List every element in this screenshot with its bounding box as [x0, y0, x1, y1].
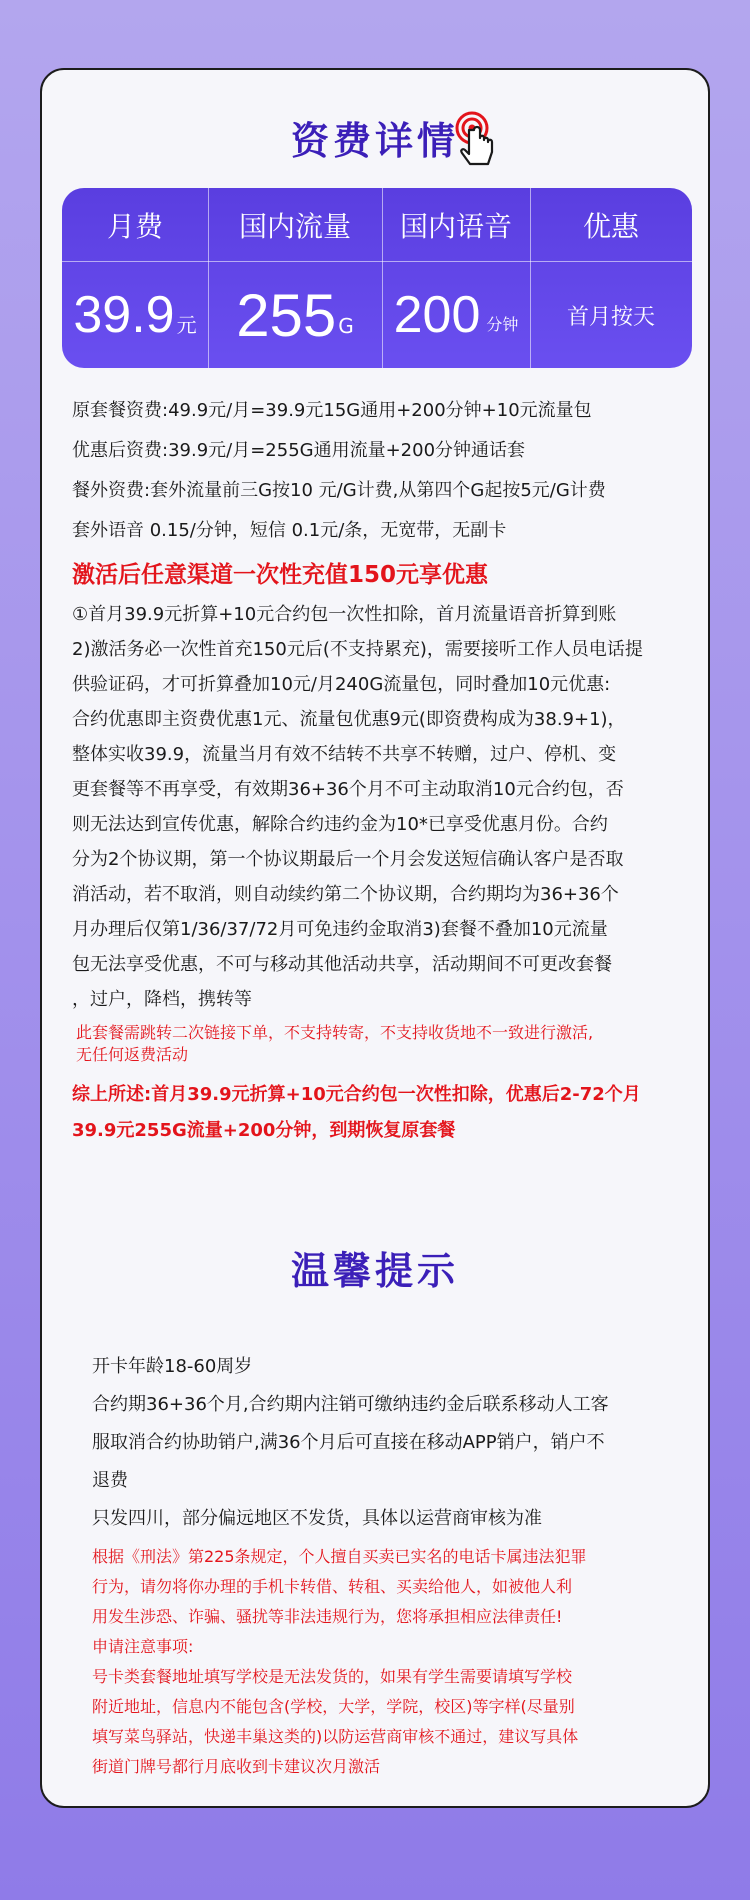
- section-title-tips: 温馨提示: [290, 1249, 459, 1293]
- tip-line: 开卡年龄18-60周岁: [92, 1356, 253, 1377]
- tip-line: 服取消合约协助销户,满36个月后可直接在移动APP销户，销户不: [92, 1432, 605, 1453]
- term-line: 整体实收39.9，流量当月有效不结转不共享不转赠，过户、停机、变: [72, 744, 617, 765]
- legal-line: 用发生涉恐、诈骗、骚扰等非法违规行为，您将承担相应法律责任!: [92, 1607, 563, 1626]
- detail-line: 餐外资费:套外流量前三G按10 元/G计费,从第四个G起按5元/G计费: [72, 480, 606, 501]
- monthly-fee-value: 39.9 元: [73, 286, 197, 344]
- legal-line: 号卡类套餐地址填写学校是无法发货的，如果有学生需要请填写学校: [92, 1667, 573, 1686]
- plan-details-card: [40, 68, 710, 1808]
- summary-line: 综上所述:首月39.9元折算+10元合约包一次性扣除，优惠后2-72个月: [72, 1084, 641, 1105]
- tip-line: 退费: [92, 1470, 128, 1491]
- tip-line: 只发四川，部分偏远地区不发货，具体以运营商审核为准: [92, 1508, 542, 1529]
- term-line: 月办理后仅第1/36/37/72月可免违约金取消3)套餐不叠加10元流量: [72, 919, 608, 940]
- warning-line: 此套餐需跳转二次链接下单，不支持转寄，不支持收货地不一致进行激活,: [76, 1023, 594, 1042]
- header-domestic-voice: 国内语音: [382, 188, 530, 262]
- legal-line: 填写菜鸟驿站，快递丰巢这类的)以防运营商审核不通过，建议写具体: [92, 1727, 579, 1746]
- legal-line: 附近地址，信息内不能包含(学校，大学，学院，校区)等字样(尽量别: [92, 1697, 575, 1716]
- data-value: 255 G: [236, 281, 354, 349]
- voice-value: 200 分钟: [393, 286, 519, 344]
- tip-line: 合约期36+36个月,合约期内注销可缴纳违约金后联系移动人工客: [92, 1394, 609, 1415]
- detail-line: 套外语音 0.15/分钟，短信 0.1元/条，无宽带，无副卡: [72, 520, 507, 541]
- legal-line: 申请注意事项:: [92, 1637, 194, 1656]
- detail-line: 优惠后资费:39.9元/月=255G通用流量+200分钟通话套: [72, 440, 526, 461]
- header-monthly-fee: 月费: [62, 188, 208, 262]
- term-line: 更套餐等不再享受，有效期36+36个月不可主动取消10元合约包，否: [72, 779, 624, 800]
- legal-line: 根据《刑法》第225条规定，个人擅自买卖已实名的电话卡属违法犯罪: [92, 1547, 587, 1566]
- term-line: 合约优惠即主资费优惠1元、流量包优惠9元(即资费构成为38.9+1)，: [72, 709, 626, 730]
- header-promo: 优惠: [530, 188, 692, 262]
- term-line: ①首月39.9元折算+10元合约包一次性扣除，首月流量语音折算到账: [72, 604, 617, 625]
- term-line: 分为2个协议期，第一个协议期最后一个月会发送短信确认客户是否取: [72, 849, 624, 870]
- term-line: 消活动，若不取消，则自动续约第二个协议期，合约期均为36+36个: [72, 884, 619, 905]
- term-line: 则无法达到宣传优惠，解除合约违约金为10*已享受优惠月份。合约: [72, 814, 608, 835]
- price-table: [62, 188, 692, 368]
- warning-line: 无任何返费活动: [76, 1045, 189, 1064]
- term-line: 2)激活务必一次性首充150元后(不支持累充)，需要接听工作人员电话提: [72, 639, 643, 660]
- header-domestic-data: 国内流量: [208, 188, 382, 262]
- detail-line: 原套餐资费:49.9元/月=39.9元15G通用+200分钟+10元流量包: [72, 400, 592, 421]
- section-title-details: 资费详情: [290, 119, 459, 163]
- activation-headline: 激活后任意渠道一次性充值150元享优惠: [72, 562, 489, 588]
- legal-line: 街道门牌号都行月底收到卡建议次月激活: [92, 1757, 381, 1776]
- term-line: 包无法享受优惠，不可与移动其他活动共享，活动期间不可更改套餐: [72, 954, 612, 975]
- term-line: ，过户，降档，携转等: [72, 989, 252, 1010]
- legal-line: 行为，请勿将你办理的手机卡转借、转租、买卖给他人，如被他人利: [92, 1577, 573, 1596]
- hand-pointer-icon: [452, 110, 502, 170]
- term-line: 供验证码，才可折算叠加10元/月240G流量包，同时叠加10元优惠:: [72, 674, 611, 695]
- summary-line: 39.9元255G流量+200分钟，到期恢复原套餐: [72, 1120, 456, 1141]
- promo-value: 首月按天: [566, 304, 655, 330]
